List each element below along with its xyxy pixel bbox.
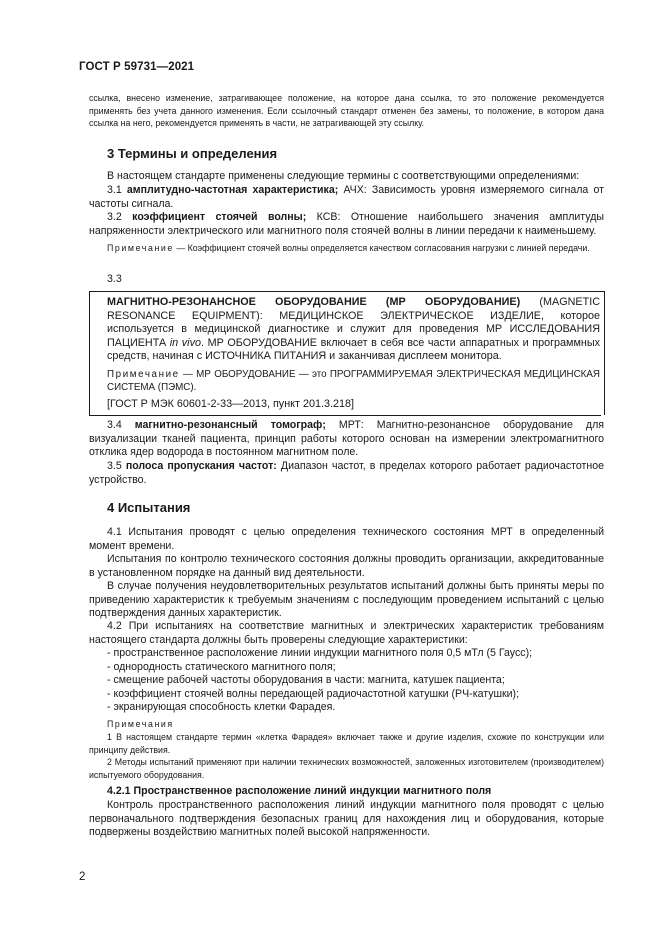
note-2: 2 Методы испытаний применяют при наличии технических возможностей, заложенных изготовителем (производителем) испытуемого оборудования.: [89, 757, 604, 780]
page-number: 2: [79, 871, 86, 883]
paragraph-4-2: 4.2 При испытаниях на соответствие магнитных и электрических характеристик требованиям настоящего стандарта должны быть проверены следующие характеристики:: [89, 620, 604, 646]
term-3-3-def-part-b: . МР ОБОРУДОВАНИЕ включает в себя все части аппаратных и программных средств, начиная с ИСТОЧНИКА ПИТАНИЯ и заканчивая дисплеем монитора.: [107, 336, 600, 362]
term-3-1-definition: АЧХ: Зависимость уровня измеряемого сигнала от частоты сигнала.: [89, 184, 604, 210]
term-3-4-number: 3.4: [107, 419, 122, 431]
term-3-4-term: магнитно-резонансный томограф;: [134, 419, 326, 431]
intro-paragraph: ссылка, внесено изменение, затрагивающее положение, на которое дана ссылка, то это положение рекомендуется применять без учета данного изменения. Если ссылочный стандарт отменен без замены, то положение, в котором дана ссылка на него, рекомендуется применять в части, не затрагивающей эту ссылку.: [89, 93, 604, 128]
term-3-2-note: [89, 242, 604, 255]
note-label: Примечание: [107, 243, 174, 253]
paragraph-4-1-accreditation: Испытания по контролю технического состояния должны проводить организации, аккредитованные в установленном порядке на данный вид деятельности.: [89, 553, 604, 579]
term-3-1-number: 3.1: [107, 184, 122, 196]
subsection-4-2-1-heading: 4.2.1 Пространственное расположение линий индукции магнитного поля: [107, 785, 492, 797]
term-3-3-source: [ГОСТ Р МЭК 60601-2-33—2013, пункт 201.3.218]: [107, 398, 354, 410]
list-item: - коэффициент стоячей волны передающей радиочастотной катушки (РЧ-катушки);: [107, 687, 520, 700]
term-3-5: [89, 460, 604, 487]
note-text: — Коэффициент стоячей волны определяется качеством согласования нагрузки с линией передачи.: [176, 243, 590, 253]
term-3-3-frame-top: [89, 291, 604, 292]
term-3-3-number: 3.3: [107, 273, 122, 285]
paragraph-4-1-measures: В случае получения неудовлетворительных результатов испытаний должны быть приняты меры по приведению характеристик к требуемым значениям с последующим проведением испытаний с целью подтверждения данных характеристик.: [89, 580, 604, 619]
note-label: Примечание: [107, 369, 180, 380]
term-3-1-term: амплитудно-частотная характеристика;: [126, 184, 339, 196]
list-item: - однородность статического магнитного поля;: [107, 660, 336, 673]
paragraph-4-1: 4.1 Испытания проводят с целью определения технического состояния МРТ в определенный момент времени.: [89, 526, 604, 552]
term-3-3-definition: [107, 296, 600, 364]
term-3-4: [89, 419, 604, 460]
term-3-2: [89, 211, 604, 238]
term-3-2-term: коэффициент стоячей волны;: [132, 211, 307, 223]
term-3-2-number: 3.2: [107, 211, 122, 223]
list-item: - экранирующая способность клетки Фарадея.: [107, 701, 336, 713]
subsection-4-2-1-text: Контроль пространственного расположения линий индукции магнитного поля проводят с целью первоначального подтверждения безопасных границ для нахождения лиц и оборудования, которые подвержены воздействию магнитных полей высокой напряженности.: [89, 799, 604, 838]
term-3-3-def-italic: in vivo: [169, 336, 201, 349]
list-item: - смещение рабочей частоты оборудования в части: магнита, катушек пациента;: [107, 674, 505, 686]
term-3-2-definition: КСВ: Отношение наибольшего значения амплитуды напряженности электрического или магнитного поля стоячей волны в линии передачи к наименьшему.: [89, 211, 604, 237]
section-3-heading: 3 Термины и определения: [107, 146, 278, 161]
notes-label: Примечания: [107, 719, 174, 729]
section-3-lead: В настоящем стандарте применены следующие термины с соответствующими определениями:: [107, 170, 580, 182]
characteristics-list: [89, 647, 622, 715]
term-3-5-definition: Диапазон частот, в пределах которого работает радиочастотное устройство.: [89, 460, 605, 486]
term-3-5-term: полоса пропускания частот:: [125, 460, 277, 472]
document-code-header: ГОСТ Р 59731—2021: [79, 61, 195, 73]
term-3-3-term: МАГНИТНО-РЕЗОНАНСНОЕ ОБОРУДОВАНИЕ (МР ОБОРУДОВАНИЕ): [107, 296, 521, 308]
list-item: - пространственное расположение линии индукции магнитного поля 0,5 мТл (5 Гаусс);: [107, 647, 533, 659]
term-3-4-definition: МРТ: Магнитно-резонансное оборудование для визуализации тканей пациента, принцип работы которого основан на измерении электромагнитного отклика ядер водорода в постоянном магнитном поле.: [89, 419, 604, 458]
note-1: 1 В настоящем стандарте термин «клетка Фарадея» включает также и другие изделия, схожие по конструкции или принципу действия.: [89, 732, 604, 755]
term-3-3-def-part-a: (MAGNETIC RESONANCE EQUIPMENT): МЕДИЦИНСКОЕ ЭЛЕКТРИЧЕСКОЕ ИЗДЕЛИЕ, которое используется в медицинской диагностике и служит для проведения МР ИССЛЕДОВАНИЯ ПАЦИЕНТА: [107, 296, 600, 349]
term-3-3-frame-right: [604, 291, 605, 415]
section-4-heading: 4 Испытания: [107, 500, 191, 515]
term-3-5-number: 3.5: [107, 460, 122, 472]
term-3-1: [89, 184, 604, 211]
term-3-3-note: [107, 368, 600, 394]
note-text: — МР ОБОРУДОВАНИЕ — это ПРОГРАММИРУЕМАЯ ЭЛЕКТРИЧЕСКАЯ МЕДИЦИНСКАЯ СИСТЕМА (ПЭМС).: [107, 369, 600, 393]
